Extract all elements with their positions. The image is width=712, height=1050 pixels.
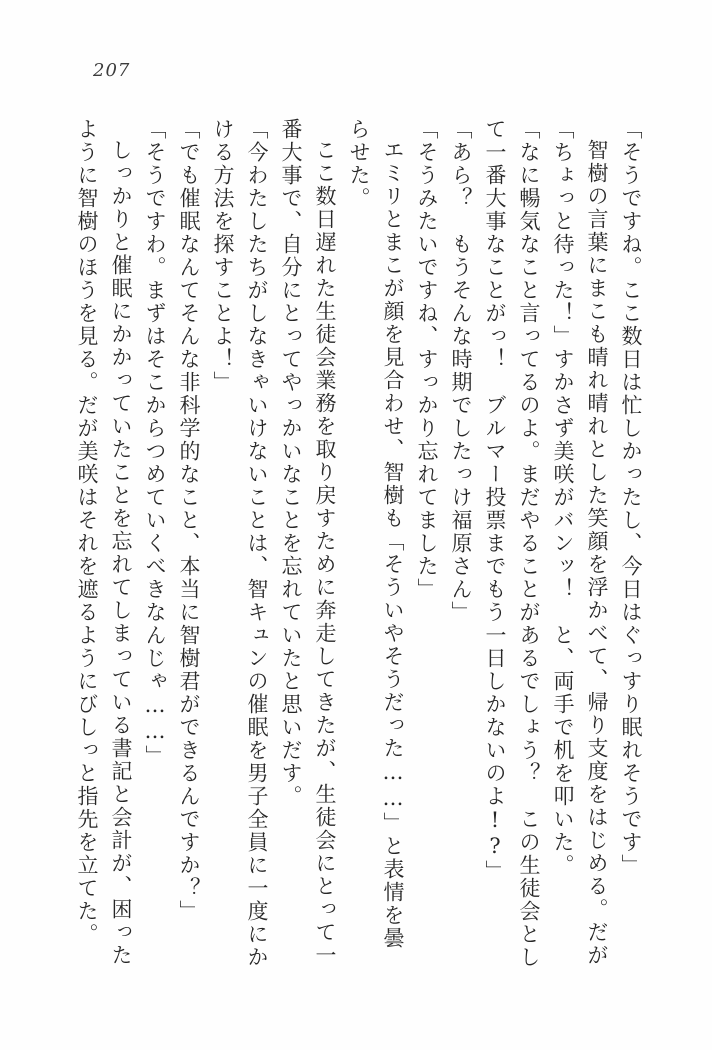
paragraph: 「ちょっと待った！」すかさず美咲がバンッ！ と、両手で机を叩いた。 — [551, 118, 575, 877]
paragraph: 「なに暢気なこと言ってるのよ。まだやることがあるでしょう？ この生徒会として一番大事なことがっ！ ブルマー投票までもう一日しかないのよ!?」 — [483, 118, 541, 969]
paragraph: 「今わたしたちがしなきゃいけないことは、智キュンの催眠を男子全員に一度にかける方法を探すことよ！」 — [211, 118, 269, 969]
paragraph: 智樹の言葉にまこも晴れ晴れとした笑顔を浮かべて、帰り支度をはじめる。だが — [585, 139, 609, 967]
body-text — [70, 118, 648, 971]
paragraph: しっかりと催眠にかかっていたことを忘れてしまっている書記と会計が、困ったように智樹のほうを見る。だが美咲はそれを遮るようにびしっと指先を立てた。 — [75, 118, 133, 967]
paragraph: エミリとまこが顔を見合わせ、智樹も「そういやそうだった……」と表情を曇らせた。 — [347, 118, 405, 950]
page-number: 207 — [93, 60, 131, 81]
paragraph: 「そうですね。ここ数日は忙しかったし、今日はぐっすり眠れそうです」 — [619, 118, 643, 877]
paragraph: 「あら？ もうそんな時期でしたっけ福原さん」 — [449, 118, 473, 624]
paragraph: 「そうみたいですね、すっかり忘れてました」 — [415, 118, 439, 601]
paragraph: 「でも催眠なんてそんな非科学的なこと、本当に智樹君ができるんですか？」 — [177, 118, 201, 923]
paragraph: 「そうですわ。まずはそこからつめていくべきなんじゃ……」 — [143, 118, 167, 768]
paragraph: ここ数日遅れた生徒会業務を取り戻すために奔走してきたが、生徒会にとって一番大事で、自分にとってやっかいなことを忘れていたと思いだす。 — [279, 118, 337, 967]
